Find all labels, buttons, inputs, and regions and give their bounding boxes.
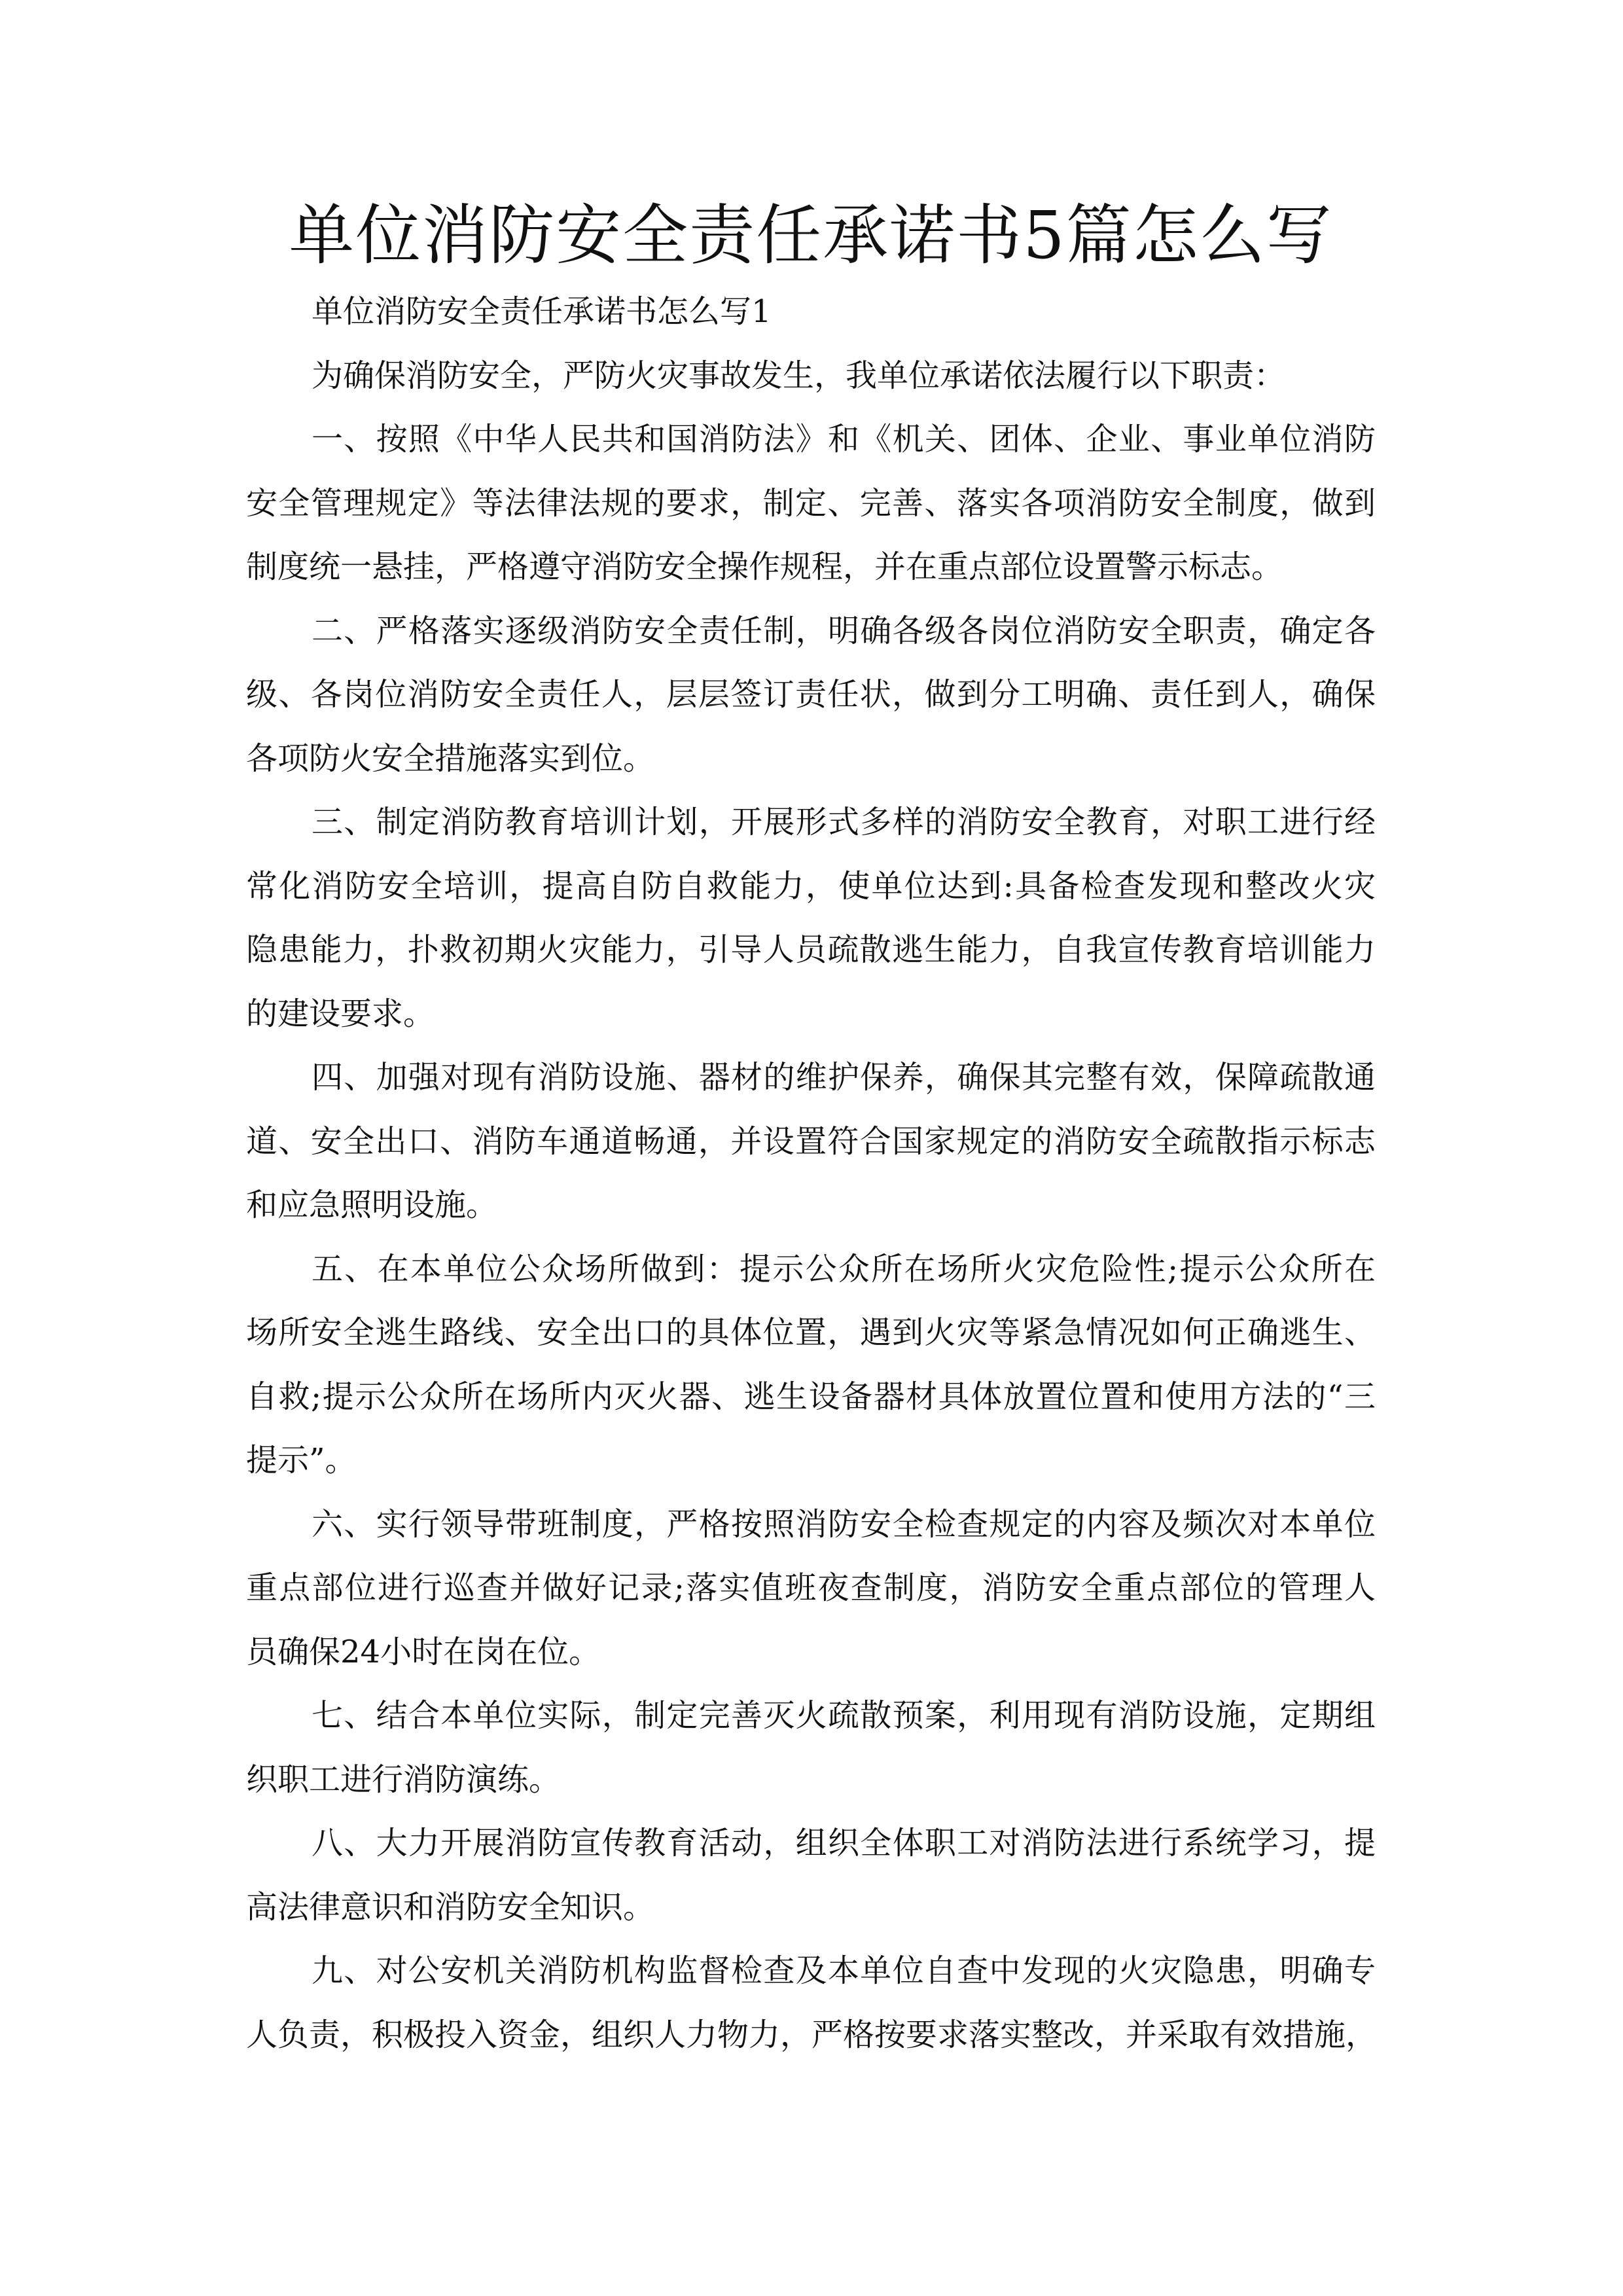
paragraph [246,600,1376,791]
text-line: 提示”。 [246,1442,357,1479]
text-line: 级、各岗位消防安全责任人，层层签订责任状，做到分工明确、责任到人，确保 [246,676,1376,713]
text-line: 六、实行领导带班制度，严格按照消防安全检查规定的内容及频次对本单位 [312,1505,1376,1543]
paragraph [246,344,1376,408]
text-line: 和应急照明设施。 [246,1187,498,1223]
paragraph [246,791,1376,1046]
text-line: 员确保24小时在岗在位。 [246,1633,601,1670]
document-title: 单位消防安全责任承诺书5篇怎么写 [289,197,1333,274]
text-line: 四、加强对现有消防设施、器材的维护保养，确保其完整有效，保障疏散通 [312,1059,1376,1096]
text-line: 七、结合本单位实际，制定完善灭火疏散预案，利用现有消防设施，定期组 [312,1697,1376,1734]
text-line: 人负责，积极投入资金，组织人力物力，严格按要求落实整改，并采取有效措施， [246,2016,1378,2053]
paragraph [246,1238,1376,1493]
text-line: 重点部位进行巡查并做好记录;落实值班夜查制度，消防安全重点部位的管理人 [246,1570,1376,1606]
paragraph [246,1684,1376,1812]
paragraph [246,280,1376,344]
text-line: 一、按照《中华人民共和国消防法》和《机关、团体、企业、事业单位消防 [312,421,1376,457]
text-line: 的建设要求。 [246,995,435,1032]
paragraph [246,408,1376,600]
text-line: 九、对公安机关消防机构监督检查及本单位自查中发现的火灾隐患，明确专 [312,1952,1376,1989]
text-line: 八、大力开展消防宣传教育活动，组织全体职工对消防法进行系统学习，提 [312,1825,1376,1861]
text-line: 织职工进行消防演练。 [246,1761,561,1798]
text-line: 二、严格落实逐级消防安全责任制，明确各级各岗位消防安全职责，确定各 [312,612,1376,649]
document-body [246,280,1376,2067]
text-line: 制度统一悬挂，严格遵守消防安全操作规程，并在重点部位设置警示标志。 [246,548,1283,585]
text-line: 场所安全逃生路线、安全出口的具体位置，遇到火灾等紧急情况如何正确逃生、 [246,1314,1376,1351]
text-line: 为确保消防安全，严防火灾事故发生，我单位承诺依法履行以下职责： [312,357,1286,394]
paragraph [246,1939,1376,2067]
paragraph [246,1046,1376,1238]
text-line: 道、安全出口、消防车通道畅通，并设置符合国家规定的消防安全疏散指示标志 [246,1122,1376,1160]
text-line: 安全管理规定》等法律法规的要求，制定、完善、落实各项消防安全制度，做到 [246,484,1376,522]
paragraph [246,1493,1376,1685]
text-line: 单位消防安全责任承诺书怎么写1 [312,293,772,330]
text-line: 常化消防安全培训，提高自防自救能力，使单位达到:具备检查发现和整改火灾 [246,867,1376,905]
text-line: 各项防火安全措施落实到位。 [246,740,655,777]
text-line: 高法律意识和消防安全知识。 [246,1888,655,1926]
text-line: 隐患能力，扑救初期火灾能力，引导人员疏散逃生能力，自我宣传教育培训能力 [246,931,1376,968]
text-line: 自救;提示公众所在场所内灭火器、逃生设备器材具体放置位置和使用方法的“三 [246,1378,1376,1415]
text-line: 三、制定消防教育培训计划，开展形式多样的消防安全教育，对职工进行经 [312,804,1376,840]
text-line: 五、在本单位公众场所做到：提示公众所在场所火灾危险性;提示公众所在 [312,1250,1376,1287]
paragraph [246,1812,1376,1939]
